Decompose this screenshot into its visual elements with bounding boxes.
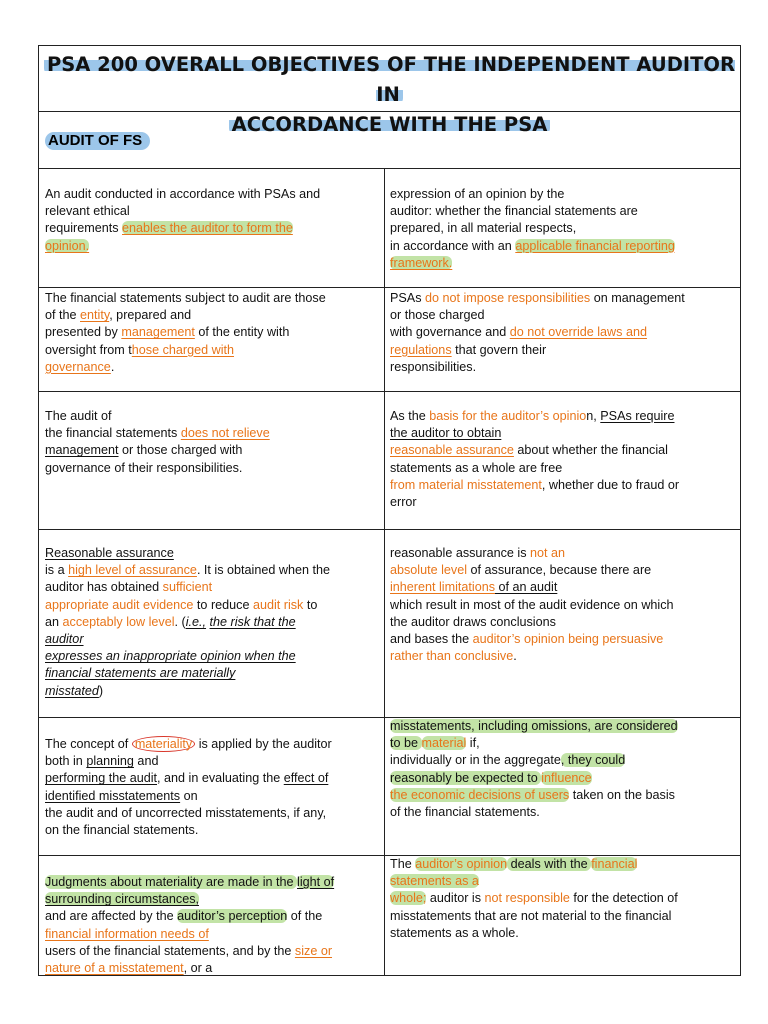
table-cell-left <box>39 718 385 855</box>
text-run: and <box>133 754 159 769</box>
table-row <box>39 856 740 975</box>
underlined-phrase: the auditor to obtain <box>390 426 502 441</box>
text-line: responsibilities. <box>390 359 477 374</box>
text-run: n, <box>586 409 601 423</box>
text-run: reasonable assurance is <box>390 546 531 560</box>
document-title <box>39 46 740 136</box>
highlighted-phrase: reasonably be expected to <box>390 770 542 785</box>
italic-phrase: financial statements are materially <box>45 666 236 681</box>
text-run: with governance and <box>390 325 510 340</box>
highlighted-phrase: framework. <box>390 255 453 270</box>
text-line: An audit conducted in accordance with PSAs and <box>45 187 321 201</box>
highlighted-phrase: , they could <box>560 753 626 768</box>
text-run: ) <box>98 683 104 698</box>
title-line-1: PSA 200 OVERALL OBJECTIVES OF THE INDEPENDENT AUDITOR IN <box>44 53 735 106</box>
underlined-phrase: effect of <box>283 771 329 786</box>
highlighted-phrase: do not impose responsibilities <box>425 291 591 305</box>
text-run: for the detection of <box>569 891 678 906</box>
highlighted-phrase: light of <box>297 875 335 889</box>
text-run: if, <box>466 736 480 751</box>
table-cell-left <box>39 392 385 529</box>
underlined-phrase: performing the audit <box>45 771 158 786</box>
highlighted-phrase: entity <box>80 308 110 323</box>
highlighted-phrase: to be <box>390 736 422 751</box>
text-run: PSAs <box>390 291 425 305</box>
text-run: and bases the <box>390 632 473 647</box>
highlighted-phrase: enables the auditor to form the <box>122 221 293 236</box>
italic-phrase: misstated <box>45 683 99 698</box>
text-line: which result in most of the audit evidence on which <box>390 597 674 612</box>
italic-phrase: the risk that the <box>209 614 296 629</box>
text-line: statements as a whole. <box>390 925 519 940</box>
text-line: The financial statements subject to audit are those <box>45 291 326 305</box>
text-run: individually or in the aggregate <box>390 753 561 768</box>
text-run: to <box>303 597 318 612</box>
highlighted-phrase: from material misstatement <box>390 477 542 492</box>
highlighted-phrase: auditor’s opinion being persuasive <box>472 632 664 647</box>
highlighted-phrase: hose charged with <box>131 342 235 357</box>
highlighted-phrase: size or <box>294 943 333 958</box>
text-run: The concept of <box>45 737 132 751</box>
text-run: auditor has obtained <box>45 580 163 595</box>
table-cell-left <box>39 530 385 717</box>
text-line: expression of an opinion by the <box>390 187 565 201</box>
highlighted-phrase: management <box>121 325 195 340</box>
highlighted-phrase: basis for the auditor’s opinio <box>429 409 587 423</box>
highlighted-phrase: statements as a <box>390 874 479 889</box>
highlighted-phrase: financial information needs of <box>45 926 209 941</box>
table-row <box>39 718 740 856</box>
text-line: governance of their responsibilities. <box>45 460 243 475</box>
text-line: prepared, in all material respects, <box>390 221 577 236</box>
section-header <box>39 112 740 169</box>
circled-term: materiality <box>132 736 195 752</box>
text-line: misstatements that are not material to the financial <box>390 908 672 923</box>
text-line: the audit and of uncorrected misstatements, if any, <box>45 805 327 820</box>
text-run: or those charged with <box>118 443 243 458</box>
highlighted-phrase: regulations <box>390 342 452 357</box>
text-run: . <box>513 649 517 664</box>
table-row <box>39 169 740 288</box>
underlined-phrase: identified misstatements <box>45 788 181 803</box>
title-line-2: ACCORDANCE WITH THE PSA <box>229 113 551 136</box>
text-line: the auditor draws conclusions <box>390 614 556 629</box>
table-cell-right <box>385 288 740 391</box>
text-line: or those charged <box>390 308 485 323</box>
text-line: error <box>390 495 417 510</box>
text-run: , whether due to fraud or <box>541 477 680 492</box>
text-run: , prepared and <box>109 308 192 323</box>
table-row <box>39 288 740 392</box>
text-run: users of the financial statements, and by the <box>45 943 295 958</box>
text-run: is a <box>45 563 69 578</box>
text-run: . <box>110 359 115 374</box>
highlighted-phrase: not an <box>530 546 566 560</box>
table-cell-left <box>39 288 385 391</box>
table-cell-left <box>39 856 385 975</box>
highlighted-phrase: auditor’s opinion <box>415 857 508 871</box>
text-line: The audit of <box>45 409 112 423</box>
highlighted-phrase: acceptably low level <box>62 614 175 629</box>
table-cell-right <box>385 169 740 287</box>
highlighted-phrase: appropriate audit evidence <box>45 597 194 612</box>
text-run: in accordance with an <box>390 238 516 253</box>
text-run: of the entity with <box>194 325 290 340</box>
underlined-phrase: Reasonable assurance <box>45 546 174 560</box>
text-run: an <box>45 614 63 629</box>
text-run: of assurance, because there are <box>467 563 652 578</box>
highlighted-phrase: sufficient <box>162 580 213 595</box>
highlighted-phrase: auditor’s perception <box>177 909 288 924</box>
text-line: relevant ethical <box>45 204 130 219</box>
underlined-phrase: PSAs require <box>600 409 675 423</box>
highlighted-phrase: do not override laws and <box>509 325 647 340</box>
text-run: about whether the financial <box>513 443 668 458</box>
highlighted-phrase: misstatements, including omissions, are considered <box>390 719 678 733</box>
highlighted-phrase: inherent limitations <box>390 580 495 595</box>
table-cell-right <box>385 530 740 717</box>
underlined-phrase: of an audit <box>495 580 558 595</box>
text-run: . It is obtained when the <box>196 563 330 578</box>
highlighted-phrase: not responsible <box>484 891 570 906</box>
text-line: statements as a whole are free <box>390 460 563 475</box>
highlighted-phrase: governance <box>45 359 111 374</box>
underlined-phrase: planning <box>86 754 134 769</box>
text-run: The <box>390 857 416 871</box>
italic-phrase: expresses an inappropriate opinion when the <box>45 649 296 664</box>
highlighted-phrase: opinion. <box>45 238 90 253</box>
section-heading: AUDIT OF FS <box>45 132 150 150</box>
text-run: , and in evaluating the <box>157 771 284 786</box>
text-run: of the <box>45 308 81 323</box>
text-run: . ( <box>174 614 186 629</box>
table-row <box>39 392 740 530</box>
text-run: of the <box>287 909 323 924</box>
highlighted-phrase: influence <box>541 770 592 785</box>
highlighted-phrase: financial <box>591 857 638 871</box>
text-run: both in <box>45 754 87 769</box>
highlighted-phrase: deals with the <box>507 857 592 871</box>
text-run: that govern their <box>451 342 547 357</box>
text-run: is applied by the auditor <box>195 737 332 751</box>
text-run: the financial statements <box>45 426 181 441</box>
text-run: As the <box>390 409 430 423</box>
text-run: requirements <box>45 221 122 236</box>
text-line: of the financial statements. <box>390 805 540 820</box>
text-line: auditor: whether the financial statements are <box>390 204 638 219</box>
text-run: and are affected by the <box>45 909 178 924</box>
highlighted-phrase: audit risk <box>252 597 304 612</box>
text-run: oversight from t <box>45 342 132 357</box>
text-line: on the financial statements. <box>45 823 199 838</box>
text-run: presented by <box>45 325 122 340</box>
highlighted-phrase: reasonable assurance <box>390 443 514 458</box>
text-run: on management <box>590 291 685 305</box>
italic-phrase: i.e., <box>185 614 207 629</box>
highlighted-phrase: high level of assurance <box>68 563 197 578</box>
highlighted-phrase: the economic decisions of users <box>390 787 570 802</box>
table-cell-left <box>39 169 385 287</box>
table-cell-right <box>385 856 740 975</box>
italic-phrase: auditor <box>45 632 84 647</box>
highlighted-phrase: does not relieve <box>180 426 270 441</box>
text-run: on <box>180 788 198 803</box>
highlighted-phrase: Judgments about materiality are made in the <box>45 875 298 889</box>
highlighted-phrase: surrounding circumstances, <box>45 892 199 907</box>
highlighted-phrase: material <box>421 736 467 751</box>
highlighted-phrase: applicable financial reporting <box>515 238 675 253</box>
document-table <box>38 45 741 976</box>
underlined-phrase: management <box>45 443 119 458</box>
highlighted-phrase: nature of a misstatement <box>45 961 184 976</box>
text-run: taken on the basis <box>569 787 675 802</box>
highlighted-phrase: absolute level <box>390 563 468 578</box>
highlighted-phrase: rather than conclusive <box>390 649 514 664</box>
text-run: , or a <box>183 961 213 976</box>
highlighted-phrase: whole; <box>390 891 427 906</box>
table-row <box>39 530 740 718</box>
text-run: auditor is <box>426 891 485 906</box>
text-run: to reduce <box>193 597 253 612</box>
table-cell-right <box>385 392 740 529</box>
table-cell-right <box>385 718 740 855</box>
